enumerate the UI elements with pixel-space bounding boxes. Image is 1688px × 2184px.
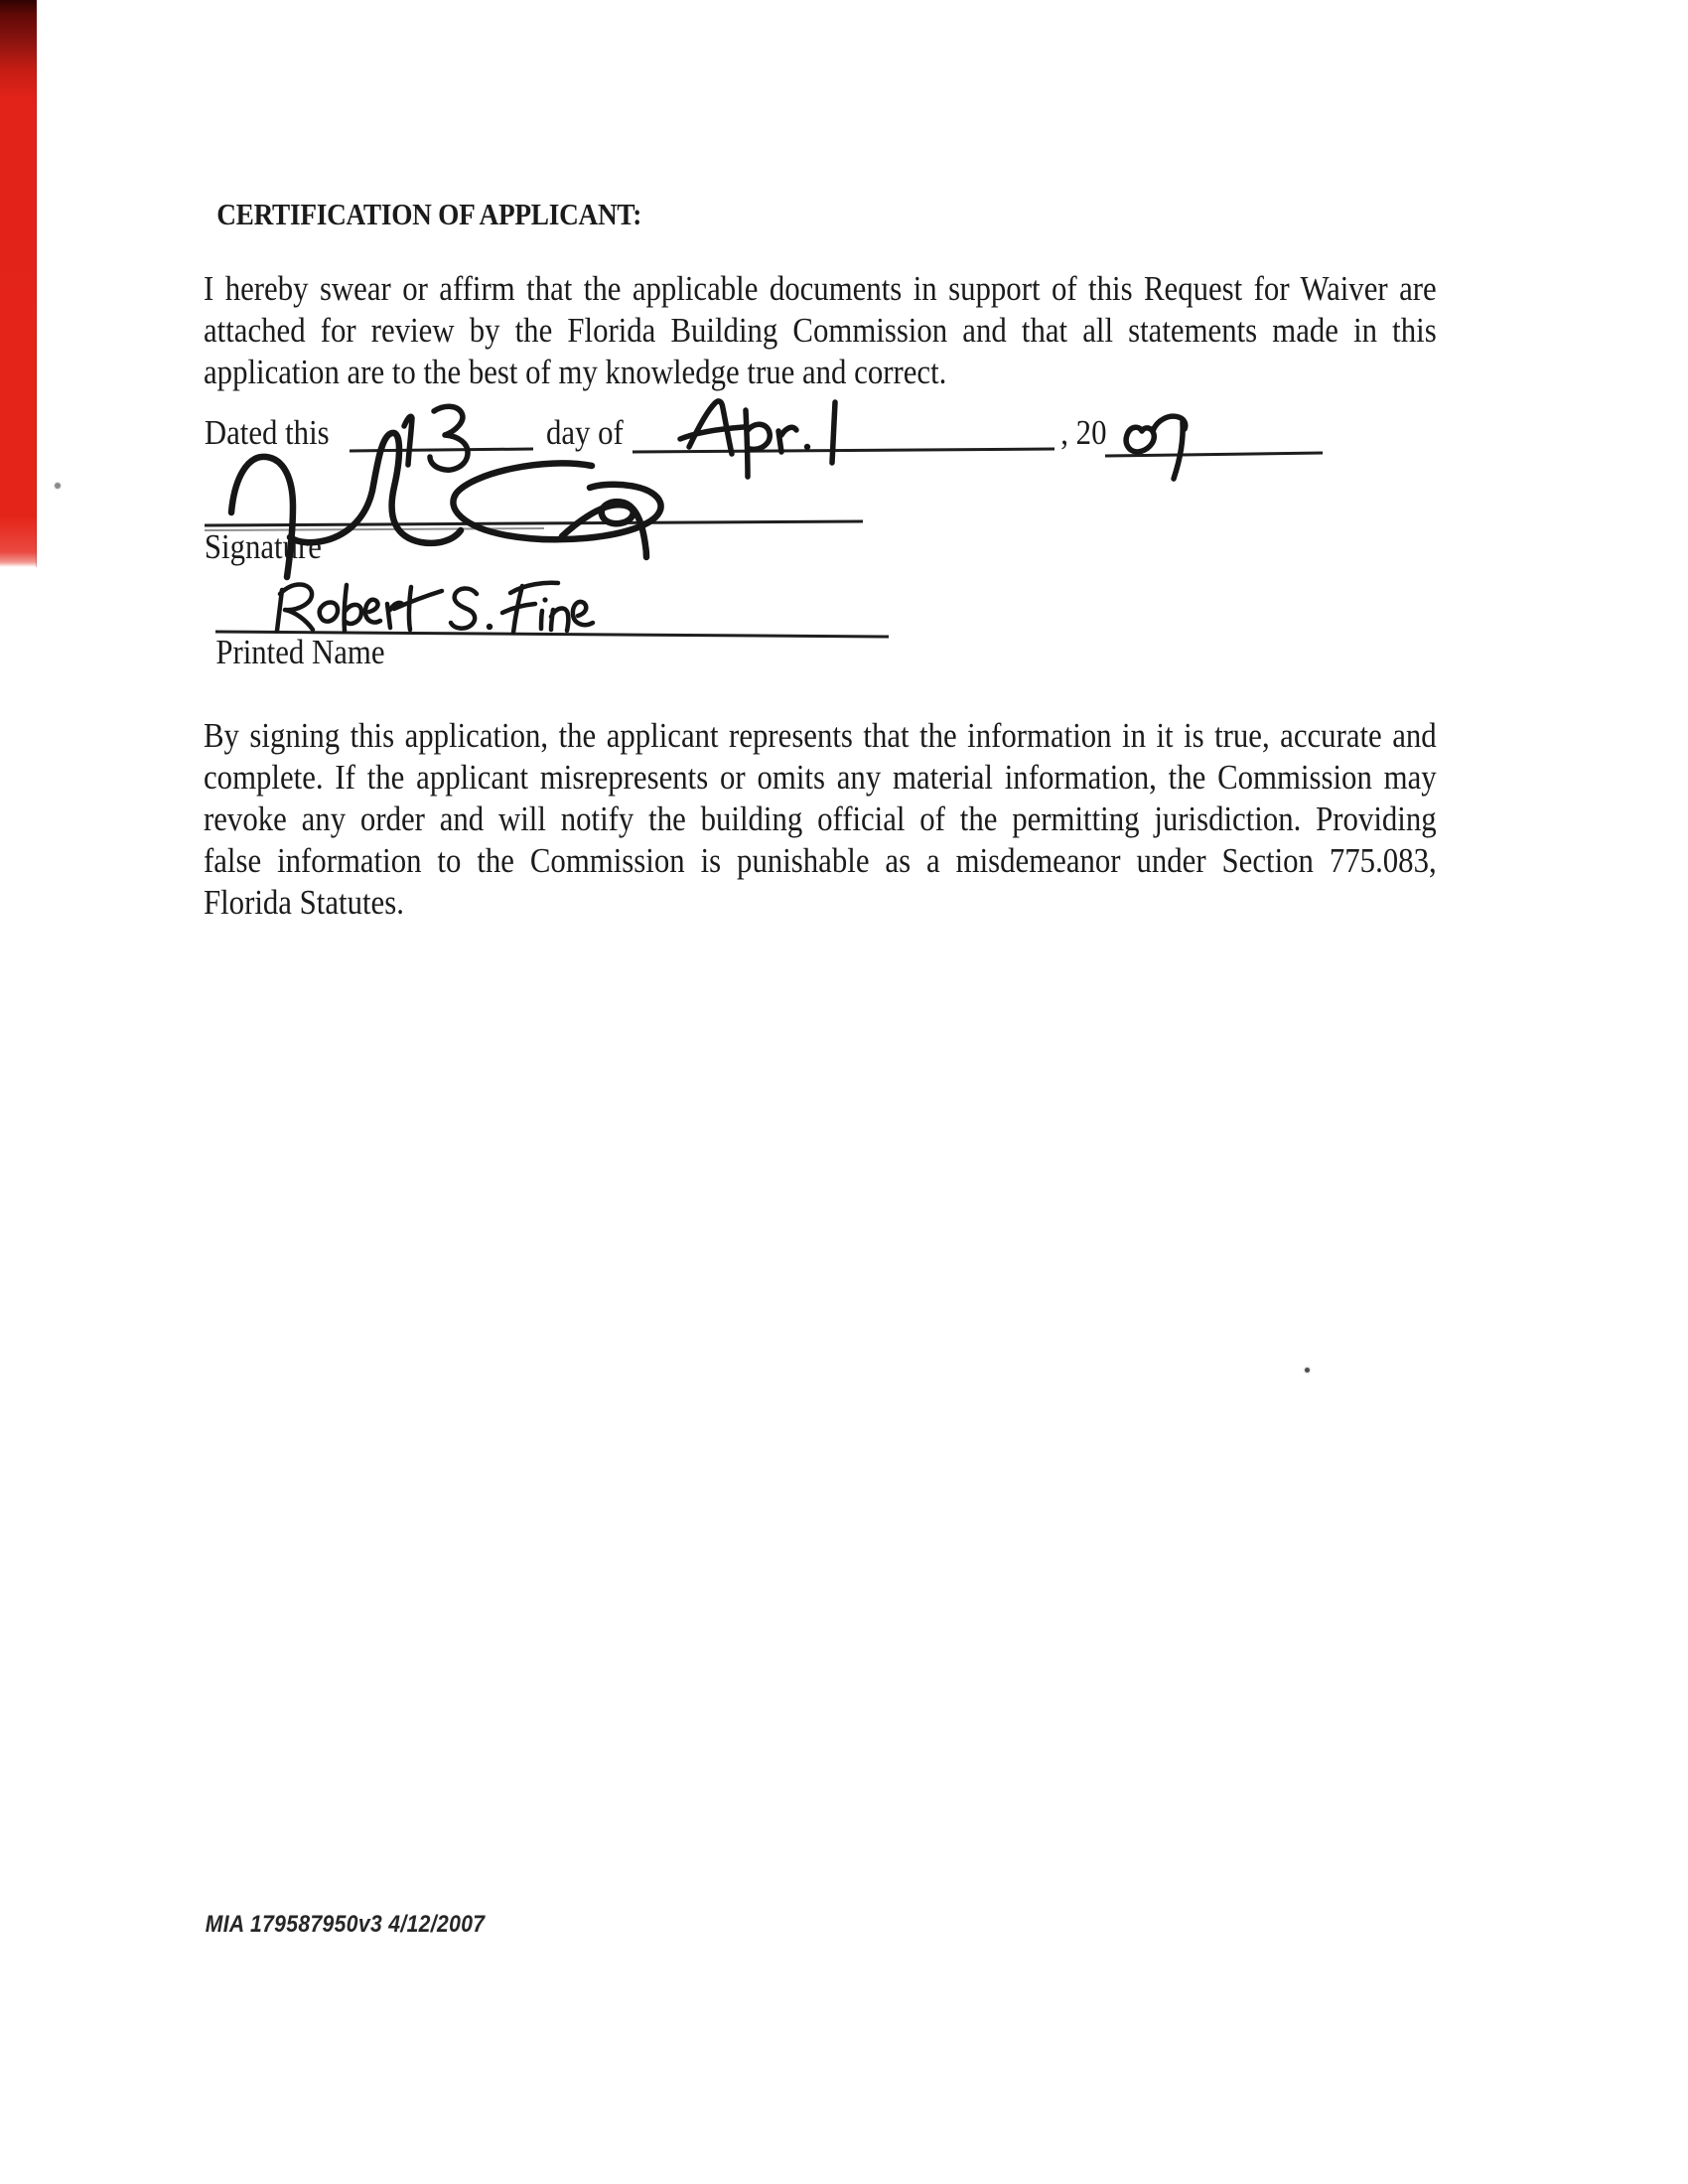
scan-speck	[55, 483, 61, 489]
printed-name-line	[215, 632, 889, 637]
paragraph-line: Florida Statutes.	[204, 883, 404, 922]
printed-name-label: Printed Name	[215, 633, 385, 671]
handwritten-digit-3	[430, 406, 468, 470]
year-prefix-label: , 20	[1060, 413, 1107, 452]
certification-heading: CERTIFICATION OF APPLICANT:	[216, 197, 642, 231]
day-blank-line	[350, 449, 533, 451]
scan-edge-artifact-stripe	[0, 0, 37, 567]
handwriting-and-rule-lines-layer	[204, 194, 1437, 1971]
paragraph-line: attached for review by the Florida Building Commission and that all statements made in this	[204, 311, 1437, 350]
paragraph-line: By signing this application, the applicant represents that the information in it is true, accurate and	[204, 716, 1437, 755]
dated-this-label: Dated this	[204, 413, 330, 452]
signature-line	[205, 521, 863, 525]
handwriting-ink	[231, 401, 1186, 633]
paragraph-line: revoke any order and will notify the building official of the permitting jurisdiction. Providing	[204, 800, 1437, 838]
paragraph-line: application are to the best of my knowledge true and correct.	[204, 353, 947, 391]
day-of-label: day of	[545, 413, 624, 452]
handwritten-signature-scrawl	[231, 433, 661, 577]
signature-label: Signature	[204, 527, 322, 566]
handwritten-month	[680, 401, 835, 477]
paragraph-line: complete. If the applicant misrepresents or omits any material information, the Commission may	[204, 758, 1437, 797]
handwritten-printed-name	[277, 583, 593, 633]
month-blank-line	[633, 449, 1055, 452]
handwritten-year	[1126, 416, 1186, 479]
handwritten-digit-1	[404, 416, 412, 465]
handwritten-day	[404, 406, 468, 470]
paragraph-line: I hereby swear or affirm that the applicable documents in support of this Request for Waiver are	[204, 269, 1437, 308]
document-content	[204, 194, 1437, 1981]
paragraph-line: false information to the Commission is punishable as a misdemeanor under Section 775.083,	[204, 841, 1437, 880]
document-footer-reference: MIA 179587950v3 4/12/2007	[205, 1911, 486, 1938]
